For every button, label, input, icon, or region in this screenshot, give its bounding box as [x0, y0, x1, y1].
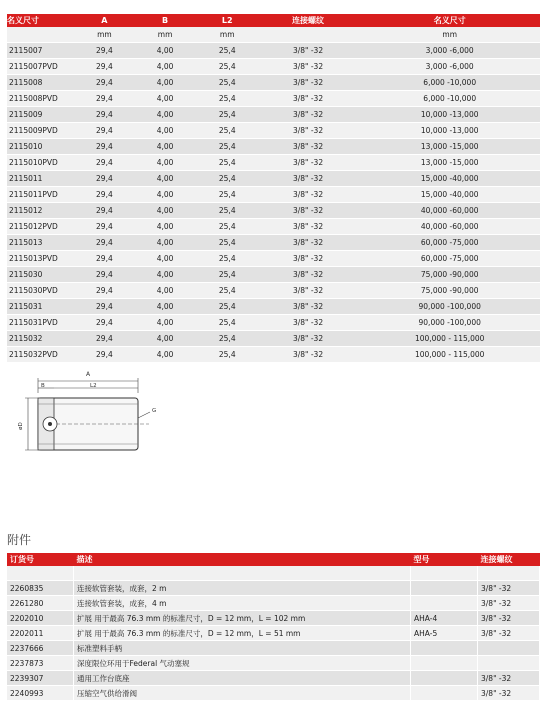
accessory-row [7, 686, 540, 701]
acc-header-thread: 连接螺纹 [478, 553, 540, 566]
spec-cell: 3/8" -32 [257, 123, 360, 139]
spec-cell: 2115012PVD [7, 219, 76, 235]
spec-cell: 3/8" -32 [257, 347, 360, 363]
spec-cell: 40,000 -60,000 [359, 219, 540, 235]
spec-cell: 3/8" -32 [257, 235, 360, 251]
label-b: B [41, 383, 45, 389]
spec-cell: 4,00 [132, 315, 198, 331]
accessory-cell: AHA-5 [411, 626, 478, 641]
spec-cell: 25,4 [198, 219, 257, 235]
spec-cell: 2115010PVD [7, 155, 76, 171]
label-g: G [152, 408, 157, 414]
spec-header-l2: L2 [198, 14, 257, 27]
spec-cell: 29,4 [76, 347, 132, 363]
spec-cell: 3,000 -6,000 [359, 59, 540, 75]
spec-row [7, 187, 540, 203]
spec-row [7, 315, 540, 331]
spec-row [7, 59, 540, 75]
accessory-cell: 压缩空气供给滑阀 [74, 686, 411, 701]
spec-unit-cell: mm [359, 27, 540, 43]
spec-cell: 29,4 [76, 203, 132, 219]
spec-cell: 25,4 [198, 331, 257, 347]
accessory-cell: 3/8" -32 [478, 686, 540, 701]
accessory-cell: 深度限位环用于Federal 气动塞规 [74, 656, 411, 671]
spec-cell: 2115008PVD [7, 91, 76, 107]
accessory-cell [411, 566, 478, 581]
accessory-cell: 标准塑料手柄 [74, 641, 411, 656]
spec-cell: 6,000 -10,000 [359, 75, 540, 91]
spec-cell: 25,4 [198, 171, 257, 187]
spec-row [7, 283, 540, 299]
spec-cell: 4,00 [132, 203, 198, 219]
accessory-cell: 扩展 用于最高 76.3 mm 的标准尺寸，D = 12 mm，L = 51 mm [74, 626, 411, 641]
acc-header-row [7, 553, 540, 566]
spec-cell: 4,00 [132, 107, 198, 123]
label-l2: L2 [90, 383, 97, 389]
spec-cell: 2115010 [7, 139, 76, 155]
spec-cell: 25,4 [198, 347, 257, 363]
spec-units-row [7, 27, 540, 43]
spec-cell: 3/8" -32 [257, 187, 360, 203]
spec-cell: 29,4 [76, 283, 132, 299]
accessory-row [7, 566, 540, 581]
spec-cell: 2115009PVD [7, 123, 76, 139]
spec-row [7, 171, 540, 187]
spec-unit-cell: mm [198, 27, 257, 43]
spec-row [7, 219, 540, 235]
spec-row [7, 267, 540, 283]
accessory-cell [7, 566, 74, 581]
spec-cell: 2115013PVD [7, 251, 76, 267]
spec-cell: 2115011PVD [7, 187, 76, 203]
accessory-cell: 扩展 用于最高 76.3 mm 的标准尺寸，D = 12 mm，L = 102 mm [74, 611, 411, 626]
spec-cell: 4,00 [132, 155, 198, 171]
spec-header-thread: 连接螺纹 [257, 14, 360, 27]
spec-cell: 3/8" -32 [257, 155, 360, 171]
spec-cell: 3/8" -32 [257, 251, 360, 267]
spec-header-range: 名义尺寸 [359, 14, 540, 27]
spec-cell: 4,00 [132, 123, 198, 139]
spec-cell: 29,4 [76, 123, 132, 139]
spec-row [7, 75, 540, 91]
spec-cell: 3/8" -32 [257, 107, 360, 123]
spec-cell: 6,000 -10,000 [359, 91, 540, 107]
acc-header-desc: 描述 [74, 553, 411, 566]
spec-cell: 29,4 [76, 187, 132, 203]
gauge-diagram [14, 368, 164, 458]
spec-cell: 3,000 -6,000 [359, 43, 540, 59]
spec-cell: 13,000 -15,000 [359, 139, 540, 155]
spec-cell: 2115030 [7, 267, 76, 283]
spec-cell: 2115007PVD [7, 59, 76, 75]
spec-cell: 90,000 -100,000 [359, 315, 540, 331]
spec-cell: 3/8" -32 [257, 43, 360, 59]
spec-cell: 25,4 [198, 315, 257, 331]
spec-cell: 25,4 [198, 107, 257, 123]
spec-cell: 25,4 [198, 75, 257, 91]
accessory-cell [411, 671, 478, 686]
accessory-cell: 连接软管套装，成套，2 m [74, 581, 411, 596]
spec-cell: 25,4 [198, 251, 257, 267]
accessory-cell: 3/8" -32 [478, 626, 540, 641]
spec-row [7, 251, 540, 267]
accessory-row [7, 626, 540, 641]
spec-cell: 3/8" -32 [257, 267, 360, 283]
spec-cell: 4,00 [132, 91, 198, 107]
spec-cell: 4,00 [132, 59, 198, 75]
spec-row [7, 107, 540, 123]
spec-cell: 100,000 - 115,000 [359, 331, 540, 347]
spec-cell: 3/8" -32 [257, 219, 360, 235]
accessory-cell: AHA-4 [411, 611, 478, 626]
spec-cell: 29,4 [76, 299, 132, 315]
spec-cell: 4,00 [132, 139, 198, 155]
spec-cell: 25,4 [198, 155, 257, 171]
accessories-title: 附件 [7, 533, 32, 547]
spec-cell: 4,00 [132, 283, 198, 299]
spec-cell: 4,00 [132, 235, 198, 251]
spec-cell: 29,4 [76, 235, 132, 251]
spec-cell: 3/8" -32 [257, 75, 360, 91]
spec-cell: 75,000 -90,000 [359, 267, 540, 283]
spec-cell: 25,4 [198, 139, 257, 155]
spec-cell: 4,00 [132, 331, 198, 347]
acc-header-order: 订货号 [7, 553, 74, 566]
accessory-cell [411, 581, 478, 596]
acc-header-model: 型号 [411, 553, 478, 566]
spec-row [7, 91, 540, 107]
spec-cell: 3/8" -32 [257, 91, 360, 107]
accessory-row [7, 611, 540, 626]
spec-unit-cell: mm [76, 27, 132, 43]
spec-cell: 25,4 [198, 123, 257, 139]
spec-cell: 4,00 [132, 187, 198, 203]
accessory-cell: 3/8" -32 [478, 596, 540, 611]
spec-cell: 13,000 -15,000 [359, 155, 540, 171]
accessories-table [7, 553, 540, 701]
spec-cell: 25,4 [198, 299, 257, 315]
spec-cell: 2115011 [7, 171, 76, 187]
accessory-row [7, 671, 540, 686]
spec-row [7, 235, 540, 251]
accessory-cell: 3/8" -32 [478, 581, 540, 596]
accessory-cell [478, 566, 540, 581]
spec-cell: 3/8" -32 [257, 59, 360, 75]
spec-cell: 60,000 -75,000 [359, 235, 540, 251]
spec-row [7, 139, 540, 155]
spec-row [7, 347, 540, 363]
spec-cell: 2115007 [7, 43, 76, 59]
spec-unit-cell [257, 27, 360, 43]
spec-header-a: A [76, 14, 132, 27]
spec-cell: 2115032 [7, 331, 76, 347]
spec-cell: 29,4 [76, 107, 132, 123]
spec-cell: 25,4 [198, 235, 257, 251]
spec-cell: 2115031 [7, 299, 76, 315]
spec-cell: 29,4 [76, 75, 132, 91]
spec-cell: 15,000 -40,000 [359, 171, 540, 187]
spec-cell: 29,4 [76, 219, 132, 235]
accessory-cell: 连接软管套装，成套，4 m [74, 596, 411, 611]
spec-cell: 2115009 [7, 107, 76, 123]
accessory-cell [411, 656, 478, 671]
spec-cell: 90,000 -100,000 [359, 299, 540, 315]
spec-cell: 3/8" -32 [257, 283, 360, 299]
accessory-cell: 通用工作台底座 [74, 671, 411, 686]
accessory-cell: 2240993 [7, 686, 74, 701]
accessory-cell [478, 641, 540, 656]
spec-cell: 25,4 [198, 91, 257, 107]
accessory-cell [478, 656, 540, 671]
spec-unit-cell: mm [132, 27, 198, 43]
accessory-cell [411, 641, 478, 656]
spec-cell: 2115013 [7, 235, 76, 251]
accessory-cell: 2202010 [7, 611, 74, 626]
spec-cell: 10,000 -13,000 [359, 107, 540, 123]
spec-cell: 3/8" -32 [257, 203, 360, 219]
accessory-cell: 2237873 [7, 656, 74, 671]
spec-cell: 3/8" -32 [257, 139, 360, 155]
spec-cell: 29,4 [76, 251, 132, 267]
spec-cell: 4,00 [132, 171, 198, 187]
accessory-cell: 2202011 [7, 626, 74, 641]
spec-cell: 60,000 -75,000 [359, 251, 540, 267]
spec-cell: 25,4 [198, 203, 257, 219]
spec-cell: 2115012 [7, 203, 76, 219]
spec-cell: 2115031PVD [7, 315, 76, 331]
spec-cell: 4,00 [132, 347, 198, 363]
spec-table [7, 14, 540, 363]
spec-cell: 75,000 -90,000 [359, 283, 540, 299]
spec-cell: 40,000 -60,000 [359, 203, 540, 219]
spec-cell: 29,4 [76, 139, 132, 155]
label-a: A [85, 371, 91, 378]
accessory-row [7, 581, 540, 596]
spec-cell: 29,4 [76, 267, 132, 283]
spec-cell: 4,00 [132, 267, 198, 283]
accessory-cell: 2237666 [7, 641, 74, 656]
spec-cell: 3/8" -32 [257, 171, 360, 187]
spec-row [7, 43, 540, 59]
spec-cell: 100,000 - 115,000 [359, 347, 540, 363]
spec-row [7, 123, 540, 139]
accessory-cell [411, 596, 478, 611]
spec-cell: 4,00 [132, 251, 198, 267]
spec-cell: 29,4 [76, 43, 132, 59]
spec-cell: 25,4 [198, 267, 257, 283]
accessory-cell [74, 566, 411, 581]
spec-cell: 3/8" -32 [257, 315, 360, 331]
spec-cell: 25,4 [198, 283, 257, 299]
spec-cell: 4,00 [132, 43, 198, 59]
spec-cell: 29,4 [76, 331, 132, 347]
accessory-cell: 3/8" -32 [478, 611, 540, 626]
accessory-row [7, 641, 540, 656]
spec-unit-cell [7, 27, 76, 43]
spec-cell: 25,4 [198, 59, 257, 75]
spec-cell: 29,4 [76, 155, 132, 171]
spec-cell: 15,000 -40,000 [359, 187, 540, 203]
spec-cell: 29,4 [76, 91, 132, 107]
spec-cell: 3/8" -32 [257, 331, 360, 347]
accessory-cell: 2260835 [7, 581, 74, 596]
spec-row [7, 331, 540, 347]
spec-cell: 29,4 [76, 171, 132, 187]
spec-cell: 29,4 [76, 59, 132, 75]
spec-cell: 2115030PVD [7, 283, 76, 299]
spec-cell: 10,000 -13,000 [359, 123, 540, 139]
spec-cell: 29,4 [76, 315, 132, 331]
spec-cell: 4,00 [132, 219, 198, 235]
accessory-row [7, 596, 540, 611]
spec-row [7, 203, 540, 219]
accessory-cell: 2261280 [7, 596, 74, 611]
spec-cell: 25,4 [198, 187, 257, 203]
spec-cell: 2115032PVD [7, 347, 76, 363]
spec-cell: 3/8" -32 [257, 299, 360, 315]
spec-cell: 2115008 [7, 75, 76, 91]
accessory-cell [411, 686, 478, 701]
accessory-cell: 2239307 [7, 671, 74, 686]
spec-cell: 25,4 [198, 43, 257, 59]
spec-header-row [7, 14, 540, 27]
spec-row [7, 299, 540, 315]
spec-cell: 4,00 [132, 299, 198, 315]
spec-row [7, 155, 540, 171]
spec-cell: 4,00 [132, 75, 198, 91]
accessory-row [7, 656, 540, 671]
accessory-cell: 3/8" -32 [478, 671, 540, 686]
label-d: øD [18, 422, 24, 430]
spec-header-b: B [132, 14, 198, 27]
spec-header-nominal: 名义尺寸 [7, 14, 76, 27]
